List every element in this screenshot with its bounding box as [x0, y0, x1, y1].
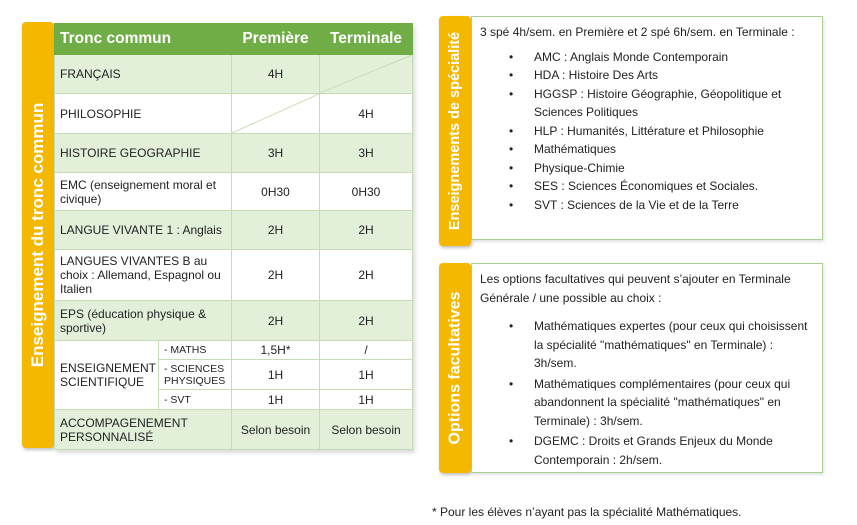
- table-row: [55, 301, 413, 341]
- list-item: • AMC : Anglais Monde Contemporain: [534, 48, 822, 67]
- terminale-cell: 1H: [320, 390, 413, 410]
- table-row: [55, 55, 413, 94]
- table-row: [55, 134, 413, 173]
- list-item: • Physique-Chimie: [534, 159, 822, 178]
- options-banner: [439, 263, 471, 473]
- premiere-cell: 0H30: [232, 173, 320, 211]
- terminale-cell: 0H30: [320, 173, 413, 211]
- list-item: • HLP : Humanités, Littérature et Philosophie: [534, 122, 822, 141]
- premiere-cell: 1H: [232, 390, 320, 410]
- table-row: [55, 341, 413, 360]
- tronc-commun-banner: [22, 22, 54, 448]
- terminale-cell: 2H: [320, 211, 413, 250]
- terminale-cell: 1H: [320, 360, 413, 390]
- terminale-cell: 2H: [320, 250, 413, 301]
- tronc-commun-banner-label: Enseignement du tronc commun: [28, 102, 48, 368]
- terminale-cell: /: [320, 341, 413, 360]
- list-item: • Mathématiques: [534, 140, 822, 159]
- list-item: • HGGSP : Histoire Géographie, Géopolitique et Sciences Politiques: [534, 85, 822, 122]
- list-item: • Mathématiques complémentaires (pour ceux qui abandonnent la spécialité "mathématiques" en Terminale) : 3h/sem.: [534, 375, 810, 431]
- list-item: • DGEMC : Droits et Grands Enjeux du Monde Contemporain : 2h/sem.: [534, 432, 810, 469]
- subject-cell: EPS (éducation physique & sportive): [55, 301, 232, 341]
- subject-cell: HISTOIRE GEOGRAPHIE: [55, 134, 232, 173]
- terminale-cell: Selon besoin: [320, 410, 413, 450]
- table-row: [55, 94, 413, 134]
- subject-cell: ACCOMPAGENEMENT PERSONNALISÉ: [55, 410, 232, 450]
- terminale-cell: 4H: [320, 94, 413, 134]
- specialite-banner: [439, 16, 471, 246]
- terminale-cell: 2H: [320, 301, 413, 341]
- subject-cell: EMC (enseignement moral et civique): [55, 173, 232, 211]
- footnote: * Pour les élèves n’ayant pas la spécialité Mathématiques.: [432, 505, 742, 519]
- sub-subject-cell: - SCIENCES PHYSIQUES: [159, 360, 232, 390]
- options-intro: Les options facultatives qui peuvent s’ajouter en Terminale Générale / une possible au choix :: [480, 272, 791, 305]
- list-item: • SES : Sciences Économiques et Sociales.: [534, 177, 822, 196]
- premiere-cell: 1H: [232, 360, 320, 390]
- premiere-cell: 2H: [232, 250, 320, 301]
- premiere-cell: 4H: [232, 55, 320, 94]
- empty-diagonal-cell: [232, 94, 320, 134]
- sub-subject-cell: - MATHS: [159, 341, 232, 360]
- subject-cell: LANGUE VIVANTE 1 : Anglais: [55, 211, 232, 250]
- empty-diagonal-cell: [320, 55, 413, 94]
- list-item: • HDA : Histoire Des Arts: [534, 66, 822, 85]
- premiere-cell: 2H: [232, 301, 320, 341]
- sub-subject-cell: - SVT: [159, 390, 232, 410]
- premiere-cell: 1,5H*: [232, 341, 320, 360]
- header-premiere: Première: [232, 24, 320, 55]
- list-item: • SVT : Sciences de la Vie et de la Terre: [534, 196, 822, 215]
- subject-cell: PHILOSOPHIE: [55, 94, 232, 134]
- list-item: • Mathématiques expertes (pour ceux qui choisissent la spécialité "mathématiques" en Terminale) : 3h/sem.: [534, 317, 810, 373]
- options-list: [472, 317, 822, 469]
- options-box: [471, 263, 823, 473]
- specialite-list: [472, 48, 822, 215]
- premiere-cell: 2H: [232, 211, 320, 250]
- specialite-box: [471, 16, 823, 240]
- options-banner-label: Options facultatives: [446, 291, 464, 445]
- terminale-cell: 3H: [320, 134, 413, 173]
- header-terminale: Terminale: [320, 24, 413, 55]
- subject-cell: LANGUES VIVANTES B au choix : Allemand, Espagnol ou Italien: [55, 250, 232, 301]
- table-row: [55, 173, 413, 211]
- subject-cell: FRANÇAIS: [55, 55, 232, 94]
- scientifique-label: ENSEIGNEMENT SCIENTIFIQUE: [55, 341, 159, 410]
- table-row: [55, 211, 413, 250]
- premiere-cell: Selon besoin: [232, 410, 320, 450]
- specialite-banner-label: Enseignements de spécialité: [447, 31, 463, 231]
- specialite-intro: 3 spé 4h/sem. en Première et 2 spé 6h/sem. en Terminale :: [480, 25, 795, 39]
- premiere-cell: 3H: [232, 134, 320, 173]
- table-row: [55, 410, 413, 450]
- header-tronc-commun: Tronc commun: [55, 24, 232, 55]
- tronc-commun-table: [54, 23, 413, 450]
- table-row: [55, 250, 413, 301]
